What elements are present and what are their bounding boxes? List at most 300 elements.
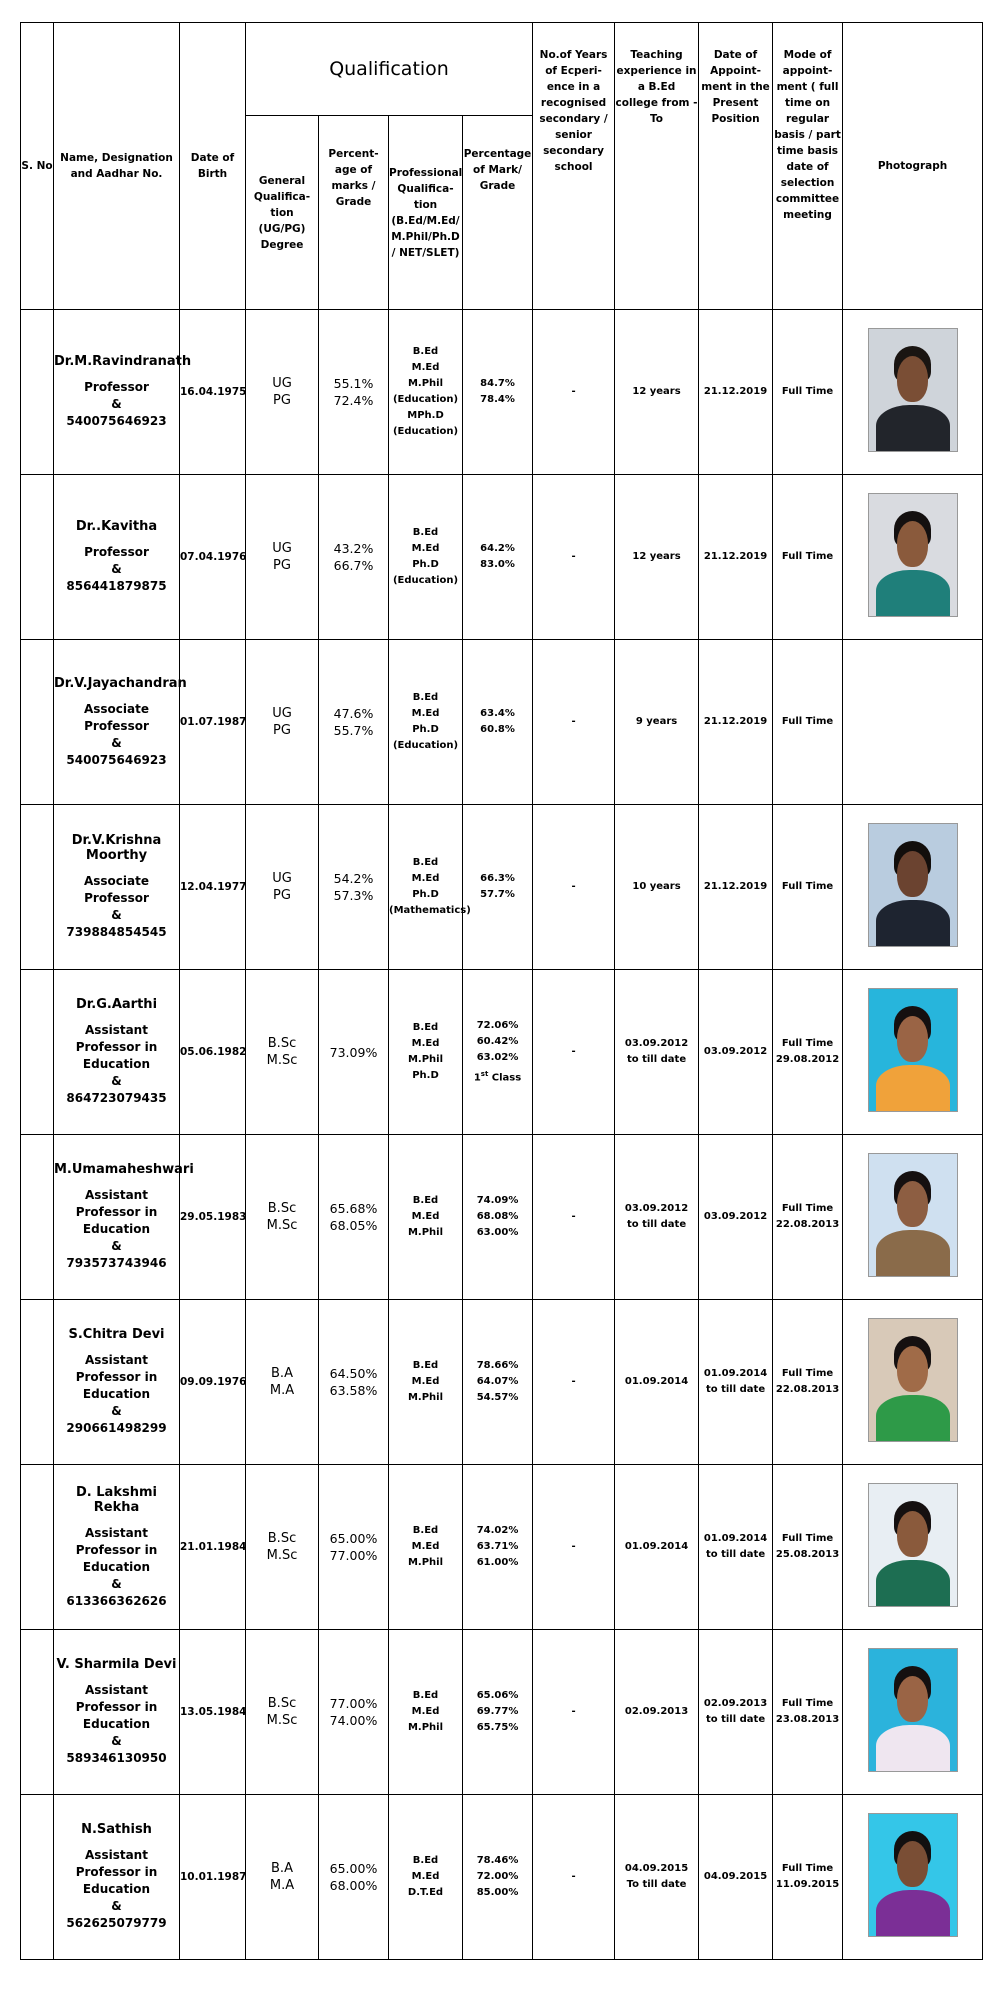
sno-cell — [21, 805, 54, 970]
general-percentage-cell — [319, 1135, 389, 1300]
staff-name: N.Sathish — [81, 1822, 152, 1837]
general-degree: B.Sc — [267, 1036, 297, 1051]
staff-name: V. Sharmila Devi — [56, 1657, 177, 1672]
general-degree: PG — [273, 393, 291, 408]
general-qualification-cell — [246, 640, 319, 805]
professional-degree: (Education) — [392, 740, 459, 751]
table-row — [21, 475, 983, 640]
school-experience-cell: - — [533, 1135, 615, 1300]
general-degree: M.A — [269, 1383, 295, 1398]
photo-person-face — [897, 1016, 929, 1062]
photo-person-face — [897, 851, 929, 897]
sno-cell — [21, 310, 54, 475]
teaching-experience-cell — [615, 970, 699, 1135]
staff-designation: Associate Professor — [83, 701, 149, 733]
name-cell — [54, 970, 180, 1135]
dob-cell: 07.04.1976 — [180, 475, 246, 640]
staff-aadhar: 540075646923 — [66, 414, 167, 428]
appointment-mode: 23.08.2013 — [775, 1714, 840, 1725]
photo-person-face — [897, 1841, 929, 1887]
photo-person-body — [876, 405, 950, 451]
photo-person-body — [876, 1890, 950, 1936]
general-percentage: 47.6% — [333, 706, 374, 721]
general-percentage-cell — [319, 310, 389, 475]
appointment-date: to till date — [705, 1549, 766, 1560]
general-qualification-cell — [246, 1135, 319, 1300]
table-row — [21, 640, 983, 805]
name-cell — [54, 1795, 180, 1960]
teaching-experience: 03.09.2012 — [624, 1203, 689, 1214]
appointment-date: 03.09.2012 — [703, 1211, 768, 1222]
staff-designation: Assistant Professor in Education — [75, 1848, 158, 1896]
staff-qualification-table — [20, 22, 983, 1960]
professional-percentage: 63.71% — [476, 1541, 519, 1552]
staff-aadhar: 739884854545 — [66, 925, 167, 939]
professional-qualification-cell — [389, 1630, 463, 1795]
staff-designation: Assistant Professor in Education — [75, 1525, 158, 1574]
appointment-date-cell — [699, 1465, 773, 1630]
photograph-cell — [843, 475, 983, 640]
professional-degree: M.Ed — [411, 873, 440, 884]
professional-qualification-cell — [389, 1795, 463, 1960]
general-percentage-cell — [319, 970, 389, 1135]
professional-percentage: 83.0% — [480, 559, 515, 570]
professional-percentage: 72.00% — [476, 1871, 519, 1882]
dob-cell: 05.06.1982 — [180, 970, 246, 1135]
professional-percentage: 65.06% — [476, 1690, 519, 1701]
professional-degree: (Education) — [392, 575, 459, 586]
appointment-mode: Full Time — [781, 1038, 834, 1049]
professional-percentage: 66.3% — [480, 873, 515, 884]
staff-ampersand: & — [111, 1899, 122, 1913]
photograph-cell — [843, 1300, 983, 1465]
general-percentage-cell — [319, 1795, 389, 1960]
professional-degree: M.Ed — [411, 362, 440, 373]
staff-designation: Professor — [84, 545, 149, 559]
photo-person-face — [897, 1676, 929, 1722]
sno-cell — [21, 1135, 54, 1300]
general-percentage: 43.2% — [333, 541, 374, 556]
staff-name: Dr.G.Aarthi — [75, 997, 158, 1012]
photo-person-body — [876, 1560, 950, 1606]
appointment-mode-cell — [773, 1795, 843, 1960]
general-percentage: 66.7% — [333, 558, 374, 573]
appointment-mode: Full Time — [781, 1863, 834, 1874]
appointment-date-cell — [699, 475, 773, 640]
staff-aadhar: 613366362626 — [66, 1593, 167, 1608]
name-cell — [54, 310, 192, 475]
photo-person-body — [876, 900, 950, 946]
appointment-mode-cell — [773, 1630, 843, 1795]
photograph-cell — [843, 1135, 983, 1300]
professional-degree: Ph.D — [412, 724, 439, 735]
general-qualification-cell — [246, 1465, 319, 1630]
professional-percentage: 78.66% — [476, 1360, 519, 1371]
general-percentage: 73.09% — [329, 1044, 378, 1060]
staff-designation: Assistant Professor in Education — [75, 1683, 158, 1731]
general-degree: PG — [273, 558, 291, 573]
general-qualification-cell — [246, 310, 319, 475]
staff-name: Dr..Kavitha — [75, 519, 158, 534]
staff-aadhar: 562625079779 — [66, 1916, 167, 1930]
professional-qualification-cell — [389, 310, 463, 475]
appointment-mode-cell — [773, 970, 843, 1135]
appointment-date-cell — [699, 805, 773, 970]
general-percentage: 74.00% — [329, 1713, 378, 1728]
teaching-experience: 01.09.2014 — [624, 1376, 689, 1387]
professional-percentage-cell — [463, 1795, 533, 1960]
professional-percentage: 1st Class — [473, 1069, 522, 1084]
photo-person-body — [876, 1395, 950, 1441]
professional-degree: M.Phil — [407, 1054, 444, 1065]
appointment-date-cell — [699, 1630, 773, 1795]
staff-designation: Associate Professor — [83, 874, 149, 905]
general-degree: UG — [272, 541, 292, 556]
teaching-experience-cell — [615, 640, 699, 805]
professional-degree: B.Ed — [412, 1360, 439, 1371]
photo-person-body — [876, 1725, 950, 1771]
general-degree: B.Sc — [267, 1201, 297, 1216]
appointment-mode-cell — [773, 640, 843, 805]
photo-person-face — [897, 356, 929, 402]
teaching-experience-cell — [615, 1630, 699, 1795]
header-qualification: Qualification — [246, 23, 533, 116]
professional-percentage: 54.57% — [476, 1392, 519, 1403]
professional-degree: M.Ed — [411, 1706, 440, 1717]
appointment-date: 01.09.2014 — [703, 1533, 768, 1544]
staff-ampersand: & — [111, 735, 122, 750]
professional-degree: Ph.D — [412, 559, 439, 570]
professional-qualification-cell — [389, 970, 463, 1135]
staff-photo — [868, 1318, 958, 1442]
table-row — [21, 1135, 983, 1300]
professional-degree: Ph.D — [412, 1070, 439, 1081]
dob-cell: 29.05.1983 — [180, 1135, 246, 1300]
photo-person-body — [876, 1065, 950, 1111]
teaching-experience: 12 years — [632, 551, 681, 562]
general-degree: PG — [273, 723, 291, 738]
name-cell — [54, 1135, 194, 1300]
teaching-experience-cell — [615, 805, 699, 970]
sno-cell — [21, 475, 54, 640]
general-percentage: 65.68% — [329, 1201, 378, 1216]
appointment-mode: Full Time — [781, 1368, 834, 1379]
staff-designation: Professor — [84, 380, 149, 394]
teaching-experience: 9 years — [635, 716, 678, 727]
general-degree: M.Sc — [266, 1218, 298, 1233]
table-row — [21, 970, 983, 1135]
teaching-experience: 03.09.2012 — [624, 1038, 689, 1049]
professional-qualification-cell — [389, 1465, 463, 1630]
photo-person-face — [897, 1511, 929, 1557]
photograph-cell — [843, 310, 983, 475]
teaching-experience-cell — [615, 1300, 699, 1465]
dob-cell: 10.01.1987 — [180, 1795, 246, 1960]
general-percentage: 55.7% — [333, 723, 374, 738]
dob-cell: 21.01.1984 — [180, 1465, 246, 1630]
professional-degree: B.Ed — [412, 1525, 439, 1536]
professional-degree: M.Ed — [411, 1211, 440, 1222]
general-percentage-cell — [319, 475, 389, 640]
general-degree: M.Sc — [266, 1713, 298, 1728]
header-professional-qualification: Professional Qualifica-tion (B.Ed/M.Ed/ M.Phil/Ph.D / NET/SLET) — [389, 116, 463, 310]
staff-photo — [868, 823, 958, 947]
header-appointment-date: Date of Appoint-ment in the Present Position — [699, 23, 773, 310]
name-cell — [54, 1300, 180, 1465]
appointment-mode-cell — [773, 1135, 843, 1300]
appointment-mode-cell — [773, 805, 843, 970]
professional-percentage: 78.46% — [476, 1855, 519, 1866]
table-row — [21, 805, 983, 970]
professional-percentage: 74.09% — [476, 1195, 519, 1206]
professional-qualification-cell — [389, 1300, 463, 1465]
school-experience-cell: - — [533, 1795, 615, 1960]
header-name: Name, Designation and Aadhar No. — [54, 23, 180, 310]
header-appointment-mode: Mode of appoint-ment ( full time on regular basis / part time basis date of selection committee meeting — [773, 23, 843, 310]
header-general-percentage: Percent-age of marks / Grade — [319, 116, 389, 310]
general-percentage: 68.00% — [329, 1878, 378, 1893]
dob-cell: 01.07.1987 — [180, 640, 246, 805]
header-school-experience: No.of Years of Ecperi-ence in a recognised secondary / senior secondary school — [533, 23, 615, 310]
appointment-date: 03.09.2012 — [703, 1046, 768, 1057]
professional-percentage-cell — [463, 1300, 533, 1465]
appointment-date-cell — [699, 970, 773, 1135]
header-photograph: Photograph — [843, 23, 983, 310]
professional-degree: M.Ed — [411, 708, 440, 719]
professional-degree: B.Ed — [412, 1855, 439, 1866]
name-cell — [54, 805, 180, 970]
appointment-mode: 29.08.2012 — [775, 1054, 840, 1065]
professional-percentage: 63.02% — [476, 1051, 519, 1063]
school-experience-cell: - — [533, 1630, 615, 1795]
professional-percentage: 60.42% — [476, 1035, 519, 1047]
dob-cell: 13.05.1984 — [180, 1630, 246, 1795]
appointment-mode-cell — [773, 475, 843, 640]
photograph-cell — [843, 640, 983, 805]
sno-cell — [21, 1465, 54, 1630]
professional-percentage-cell — [463, 970, 533, 1135]
professional-degree: B.Ed — [412, 857, 439, 868]
professional-percentage: 74.02% — [476, 1525, 519, 1536]
general-degree: UG — [272, 871, 292, 886]
appointment-date: 01.09.2014 — [703, 1368, 768, 1379]
staff-aadhar: 589346130950 — [66, 1751, 167, 1765]
header-general-qualification: General Qualifica-tion (UG/PG) Degree — [246, 116, 319, 310]
sno-cell — [21, 1630, 54, 1795]
staff-name: Dr.V.Krishna Moorthy — [71, 833, 162, 863]
professional-degree: M.Phil — [407, 1227, 444, 1238]
staff-designation: Assistant Professor in Education — [75, 1188, 158, 1236]
professional-degree: M.Phil — [407, 1557, 444, 1568]
teaching-experience-cell — [615, 475, 699, 640]
header-dob: Date of Birth — [180, 23, 246, 310]
professional-degree: B.Ed — [412, 1195, 439, 1206]
appointment-date-cell — [699, 310, 773, 475]
professional-percentage-cell — [463, 640, 533, 805]
photograph-cell — [843, 1630, 983, 1795]
staff-photo — [868, 493, 958, 617]
staff-name: Dr.M.Ravindranath — [54, 354, 192, 369]
staff-aadhar: 540075646923 — [66, 752, 167, 767]
professional-percentage: 85.00% — [476, 1887, 519, 1898]
professional-percentage: 64.2% — [480, 543, 515, 554]
teaching-experience: To till date — [626, 1879, 687, 1890]
appointment-date: 02.09.2013 — [703, 1698, 768, 1709]
staff-designation: Assistant Professor in Education — [75, 1023, 158, 1071]
teaching-experience: 12 years — [632, 386, 681, 397]
staff-ampersand: & — [111, 1734, 122, 1748]
professional-qualification-cell — [389, 640, 463, 805]
dob-cell: 16.04.1975 — [180, 310, 246, 475]
staff-qualification-table-page — [20, 22, 982, 1960]
school-experience-cell: - — [533, 1465, 615, 1630]
teaching-experience-cell — [615, 1465, 699, 1630]
general-percentage: 65.00% — [329, 1861, 378, 1876]
general-qualification-cell — [246, 970, 319, 1135]
appointment-mode: Full Time — [781, 551, 834, 562]
header-professional-percentage: Percentage of Mark/ Grade — [463, 116, 533, 310]
appointment-mode: Full Time — [781, 716, 834, 727]
professional-degree: B.Ed — [412, 692, 439, 703]
professional-qualification-cell — [389, 475, 463, 640]
staff-photo — [868, 1813, 958, 1937]
photograph-cell — [843, 805, 983, 970]
school-experience-cell: - — [533, 310, 615, 475]
professional-percentage: 84.7% — [480, 378, 515, 389]
professional-qualification-cell — [389, 1135, 463, 1300]
staff-ampersand: & — [111, 562, 122, 576]
general-percentage: 64.50% — [329, 1366, 378, 1381]
appointment-mode-cell — [773, 1300, 843, 1465]
professional-percentage: 72.06% — [476, 1019, 519, 1031]
photo-person-body — [876, 1230, 950, 1276]
professional-percentage: 60.8% — [480, 724, 515, 735]
general-degree: UG — [272, 376, 292, 391]
appointment-date-cell — [699, 640, 773, 805]
staff-ampersand: & — [111, 1404, 122, 1418]
staff-photo — [868, 1153, 958, 1277]
photo-person-body — [876, 570, 950, 616]
appointment-date: to till date — [705, 1384, 766, 1395]
staff-name: Dr.V.Jayachandran — [54, 675, 187, 691]
header-sno: S. No — [21, 23, 54, 310]
appointment-mode-cell — [773, 1465, 843, 1630]
dob-cell: 12.04.1977 — [180, 805, 246, 970]
professional-degree: M.Phil — [407, 1722, 444, 1733]
professional-percentage: 63.4% — [480, 708, 515, 719]
appointment-mode: 22.08.2013 — [775, 1219, 840, 1230]
photograph-cell — [843, 1465, 983, 1630]
staff-aadhar: 793573743946 — [66, 1256, 167, 1270]
professional-degree: B.Ed — [412, 527, 439, 538]
professional-percentage: 68.08% — [476, 1211, 519, 1222]
professional-percentage-cell — [463, 1135, 533, 1300]
appointment-mode: Full Time — [781, 1203, 834, 1214]
staff-aadhar: 856441879875 — [66, 579, 167, 593]
teaching-experience: 01.09.2014 — [624, 1541, 689, 1552]
staff-photo — [868, 1483, 958, 1607]
professional-percentage-cell — [463, 805, 533, 970]
general-qualification-cell — [246, 1630, 319, 1795]
appointment-mode: 11.09.2015 — [775, 1879, 840, 1890]
professional-percentage: 61.00% — [476, 1557, 519, 1568]
staff-aadhar: 864723079435 — [66, 1091, 167, 1105]
school-experience-cell: - — [533, 475, 615, 640]
professional-degree: M.Phil — [407, 378, 444, 389]
photo-person-face — [897, 1181, 929, 1227]
dob-cell: 09.09.1976 — [180, 1300, 246, 1465]
general-percentage-cell — [319, 1630, 389, 1795]
general-percentage: 77.00% — [329, 1548, 378, 1563]
school-experience-cell: - — [533, 970, 615, 1135]
appointment-date: 21.12.2019 — [703, 881, 768, 892]
school-experience-cell: - — [533, 640, 615, 805]
staff-name: S.Chitra Devi — [68, 1327, 165, 1342]
school-experience-cell: - — [533, 1300, 615, 1465]
staff-ampersand: & — [111, 397, 122, 411]
professional-degree: B.Ed — [412, 1690, 439, 1701]
professional-degree: (Mathematics) — [389, 905, 471, 916]
photograph-cell — [843, 1795, 983, 1960]
staff-name: M.Umamaheshwari — [54, 1162, 194, 1177]
professional-degree: M.Ed — [411, 543, 440, 554]
teaching-experience: 04.09.2015 — [624, 1863, 689, 1874]
general-percentage: 55.1% — [333, 376, 374, 391]
professional-degree: (Education) — [392, 394, 459, 405]
appointment-mode: Full Time — [781, 881, 834, 892]
general-degree: B.Sc — [267, 1531, 297, 1546]
table-row — [21, 310, 983, 475]
professional-degree: M.Ed — [411, 1038, 440, 1049]
staff-designation: Assistant Professor in Education — [75, 1353, 158, 1401]
general-percentage: 65.00% — [329, 1531, 378, 1546]
table-body — [21, 310, 983, 1960]
professional-degree: M.Ed — [411, 1376, 440, 1387]
professional-degree: D.T.Ed — [407, 1887, 444, 1898]
appointment-mode: 22.08.2013 — [775, 1384, 840, 1395]
teaching-experience-cell — [615, 1795, 699, 1960]
table-row — [21, 1300, 983, 1465]
header-teaching-experience: Teaching experience in a B.Ed college from - To — [615, 23, 699, 310]
general-percentage: 57.3% — [333, 888, 374, 903]
teaching-experience: 10 years — [632, 881, 681, 892]
teaching-experience-cell — [615, 1135, 699, 1300]
professional-degree: Ph.D — [412, 889, 439, 900]
school-experience-cell: - — [533, 805, 615, 970]
staff-photo — [868, 988, 958, 1112]
appointment-date: 04.09.2015 — [703, 1871, 768, 1882]
professional-percentage: 69.77% — [476, 1706, 519, 1717]
general-percentage-cell — [319, 640, 389, 805]
appointment-mode: Full Time — [781, 1533, 834, 1544]
sno-cell — [21, 640, 54, 805]
professional-percentage: 57.7% — [480, 889, 515, 900]
appointment-mode: Full Time — [781, 1698, 834, 1709]
general-degree: B.Sc — [267, 1696, 297, 1711]
general-percentage: 68.05% — [329, 1218, 378, 1233]
sno-cell — [21, 970, 54, 1135]
staff-ampersand: & — [111, 1074, 122, 1088]
teaching-experience: to till date — [626, 1219, 687, 1230]
appointment-date-cell — [699, 1135, 773, 1300]
appointment-date: 21.12.2019 — [703, 716, 768, 727]
general-qualification-cell — [246, 1795, 319, 1960]
appointment-mode: Full Time — [781, 386, 834, 397]
teaching-experience: to till date — [626, 1054, 687, 1065]
general-degree: B.A — [271, 1861, 293, 1876]
appointment-date-cell — [699, 1795, 773, 1960]
staff-aadhar: 290661498299 — [66, 1421, 167, 1435]
